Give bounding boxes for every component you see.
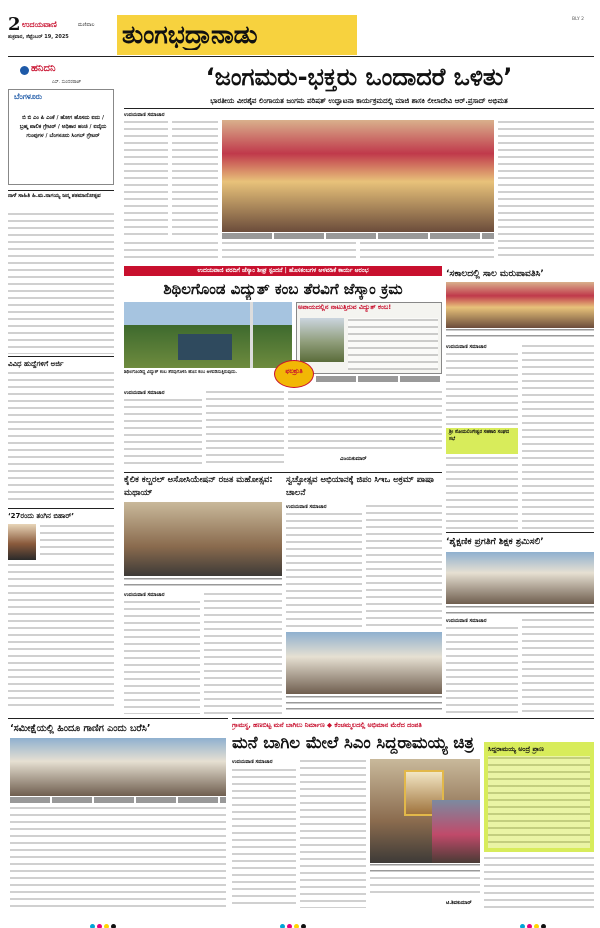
left-rule-2 xyxy=(8,356,114,357)
bottom-headline: ಮನೆ ಬಾಗಿಲ ಮೇಲೆ ಸಿಎಂ ಸಿದ್ದರಾಮಯ್ಯ ಚಿತ್ರ xyxy=(232,733,474,752)
lead-rule xyxy=(124,108,594,109)
power-reporter: ವಿಜಯಕುಮಾರ್ xyxy=(340,456,367,462)
bottom-kicker: ಗ್ರಾಮಸ್ಥ, ಹಣಬಿಟ್ಟ ಮನೆ ಬಾಗಿಲು ನಿರ್ಮಾಣ ◆ ಕೆಂಚಮ್ಮಲದಲ್ಲಿ ಅಭಿಮಾನ ಮೆರೆದ ದಂಪತಿ xyxy=(232,721,422,729)
registration-marks-left xyxy=(90,914,118,928)
right-story2-body-a xyxy=(446,626,518,716)
masthead-rule xyxy=(8,56,594,57)
phalashruti-badge-text: ಫಲಶ್ರುತಿ xyxy=(285,368,303,375)
poem-city: ಬೆಂಗಳೂರು xyxy=(14,92,43,101)
left-story3-headline: ‘27ರಂದು ತಂಗಿನ ಬಿಹಾರ್’ xyxy=(8,512,75,520)
lead-subhead: ಭಾರತೀಯ ವೀರಶೈವ ಲಿಂಗಾಯತ ಜಂಗಮ ಪರಿಷತ್ ಉದ್ಘಾಟನಾ ಕಾರ್ಯಕ್ರಮದಲ್ಲಿ ಮಾಜಿ ಶಾಸಕಿ ಲೀಲಾದೇವಿ ಆರ್.ಪ್ರಸಾದ್ ಅಭಿಮತ xyxy=(210,97,508,105)
lead-photo-caption xyxy=(222,233,494,239)
section-title: ತುಂಗಭದ್ರಾನಾಡು xyxy=(122,20,258,49)
right-story1-photo xyxy=(446,282,594,328)
bottom-sidebar-headline: ಸಿದ್ದರಾಮಯ್ಯ ಅಂದ್ರೆ ಪ್ರಾಣ xyxy=(488,745,544,753)
lead-photo xyxy=(222,120,494,232)
bottom-photo-caption xyxy=(370,864,480,874)
left-rule-1 xyxy=(8,190,114,191)
left-story3-body xyxy=(40,524,114,560)
page-number: 2 xyxy=(8,14,21,35)
utility-pole xyxy=(250,302,253,368)
right-story1-body-c xyxy=(446,456,518,530)
bottom-body-c xyxy=(370,876,480,898)
left-story2-body xyxy=(8,371,114,503)
lead-body-bottom2 xyxy=(222,241,356,263)
brand-name: ಉದಯವಾಣಿ xyxy=(22,20,57,29)
lead-body-col3 xyxy=(498,120,594,260)
hanidani-logo: ಹನಿದನಿ xyxy=(31,63,56,74)
bottom-body-b xyxy=(300,759,366,908)
right-rule xyxy=(446,532,594,533)
power-kicker-bar: ಉದಯವಾಣಿ ವರದಿಗೆ ಜೆಸ್ಕಾಂ ಶೀಘ್ರ ಸ್ಪಂದನೆ | ಹೊಸಕಂಬಗಳ ಅಳವಡಿಕೆ ಕಾರ್ಯ ಆರಂಭ xyxy=(124,266,442,276)
bottom-photo-couple xyxy=(432,800,480,863)
power-body-col1 xyxy=(124,398,202,468)
hanidani-logo-dot xyxy=(20,66,29,75)
mid-story2-byline: ಉದಯವಾಣಿ ಸಮಾಚಾರ xyxy=(286,504,327,510)
right-story2-body-b xyxy=(522,618,594,716)
bottom-rule-left xyxy=(8,718,228,719)
power-inset-photo xyxy=(300,318,344,362)
lead-headline: ‘ಜಂಗಮರು-ಭಕ್ತರು ಒಂದಾದರೆ ಒಳಿತು’ xyxy=(205,63,513,91)
mid-story2-caption xyxy=(286,696,442,710)
left-story4-headline: ‘ಸಮೀಕ್ಷೆಯಲ್ಲಿ ಹಿಂದೂ ಗಾಣಿಗ ಎಂದು ಬರೆಸಿ’ xyxy=(10,723,151,734)
mid-story1-caption xyxy=(124,578,282,588)
columnist-name: ಎಸ್. ಸುಂದರರಾಜ್ xyxy=(52,80,82,85)
right-story2-caption xyxy=(446,606,594,616)
right-story2-byline: ಉದಯವಾಣಿ ಸಮಾಚಾರ xyxy=(446,618,487,624)
power-photo-caption: ಶಿಥಿಲಗೊಂಡಿದ್ದ ವಿದ್ಯುತ್ ಕಂಬ ತೆರವುಗೊಳಿಸಿ ಹೊಸ ಕಂಬ ಅಳವಡಿಸುತ್ತಿರುವುದು. xyxy=(124,370,238,375)
power-inset-body xyxy=(348,318,438,370)
right-story1-body-d xyxy=(522,428,594,530)
mid-story1-byline: ಉದಯವಾಣಿ ಸಮಾಚಾರ xyxy=(124,592,165,598)
mid-story1-headline: ಕೈಲಿಕ ಕಲ್ಚರಲ್ ಅಸೋಸಿಯೇಷನ್ ರಜತ ಮಹೋತ್ಸವ: ಮಥಾಯ್ xyxy=(124,475,273,498)
left-story4-caption xyxy=(10,797,226,803)
left-story1-body xyxy=(8,212,114,354)
lead-body-bottom3 xyxy=(360,241,494,263)
lead-body-col2 xyxy=(172,120,218,236)
lead-body-bottom1 xyxy=(124,241,218,263)
mid-story2-photo xyxy=(286,632,442,694)
right-story2-headline: ‘ಶೈಕ್ಷಣಿಕ ಪ್ರಗತಿಗೆ ಶಿಕ್ಷಕ ಶ್ರಮಿಸಲಿ’ xyxy=(446,537,544,547)
power-inset-headline: ಅಪಾಯದಲ್ಲಿನ ನಾಟುತ್ತಿರುವ ವಿದ್ಯುತ್ ಕಂಬ! xyxy=(298,303,392,311)
left-story4-body xyxy=(10,806,226,908)
mid-story2-headline: ಸ್ವಚ್ಛೋತ್ಸವ ಅಭಿಯಾನಕ್ಕೆ ಜಿಪಂ ಸಿಇಒ ಅಕ್ರಮ್ ಪಾಷಾ ಚಾಲನೆ xyxy=(286,475,434,498)
poem-text: ಬಿ ಬಿ ಎಂ ಪಿ ಎಂಕೆ / ಹೋಗ ಹೊಸದು ಐದು / ಬ್ರಹ್ಮ ಪಾಲಿಕ ಗ್ರೇಟರ್ / ಅಧಿಕಾರ ಹಂಚಿ / ಐದೈದು ಗುಂಪುಗಳ / ಬೆಂಗಳೂರು ಸಿಂಗಲ್ ಗ್ರೇಟರ್ xyxy=(19,115,107,139)
right-story1-body-b xyxy=(522,344,594,426)
power-body-col2 xyxy=(206,390,284,468)
page-code: BLY 2 xyxy=(572,17,585,22)
mid-rule xyxy=(124,472,442,473)
mid-story2-body-b xyxy=(366,504,442,630)
left-rule-3 xyxy=(8,508,114,509)
right-story1-body-a xyxy=(446,352,518,426)
bottom-byline: ಉದಯವಾಣಿ ಸಮಾಚಾರ xyxy=(232,759,273,765)
right-story2-photo xyxy=(446,552,594,604)
lead-body-col1 xyxy=(124,120,168,236)
registration-marks-right xyxy=(520,914,548,928)
mid-story1-body-b xyxy=(204,592,282,714)
left-story1-headline: ನಾಳೆ ಸಾಹಿತಿ ಹಿ.ಮ.ನಾಗಯ್ಯ ಜನ್ಮ ಶತಮಾನೋತ್ಸವ xyxy=(8,193,101,199)
mid-story1-photo xyxy=(124,502,282,576)
edition-name: ಮಣಿಪಾಲ xyxy=(78,22,95,28)
right-story1-byline: ಉದಯವಾಣಿ ಸಮಾಚಾರ xyxy=(446,344,487,350)
left-story3-body-cont xyxy=(8,563,114,711)
bottom-body-a xyxy=(232,768,296,908)
left-story3-portrait xyxy=(8,524,36,560)
power-headline: ಶಿಥಿಲಗೊಂಡ ವಿದ್ಯುತ್ ಕಂಬ ತೆರವಿಗೆ ಜೆಸ್ಕಾಂ ಕ್ರಮ xyxy=(163,280,403,298)
bottom-sidebar-body xyxy=(488,756,590,848)
bottom-rule xyxy=(232,718,594,719)
power-inset-caption xyxy=(316,376,442,382)
right-note-text: ಶ್ರೀ ಸೋಮಲಿಂಗೇಶ್ವರ ಸಹಕಾರಿ ಸಂಘದ ಸಭೆ xyxy=(449,430,509,442)
left-story4-group-photo xyxy=(10,738,226,796)
bottom-reporter: ಟಿ.ಶಿವಕುಮಾರ್ xyxy=(446,900,472,906)
right-story1-caption xyxy=(446,329,594,341)
truck-shape xyxy=(178,334,232,360)
right-story1-headline: ‘ಸಕಾಲದಲ್ಲಿ ಸಾಲ ಮರುಪಾವತಿಸಿ’ xyxy=(446,269,544,279)
left-story2-headline: ವಿವಿಧ ಹುದ್ದೆಗಳಿಗೆ ಅರ್ಜಿ xyxy=(8,360,64,368)
power-byline: ಉದಯವಾಣಿ ಸಮಾಚಾರ xyxy=(124,390,165,396)
mid-story2-body-a xyxy=(286,512,362,630)
issue-date: ಶುಕ್ರವಾರ, ಸೆಪ್ಟೆಂಬರ್ 19, 2025 xyxy=(8,34,69,40)
lead-byline: ಉದಯವಾಣಿ ಸಮಾಚಾರ xyxy=(124,112,165,118)
bottom-body-d xyxy=(484,856,594,908)
registration-marks-center xyxy=(280,914,308,928)
power-body-col3 xyxy=(288,390,442,452)
mid-story1-body-a xyxy=(124,600,200,714)
